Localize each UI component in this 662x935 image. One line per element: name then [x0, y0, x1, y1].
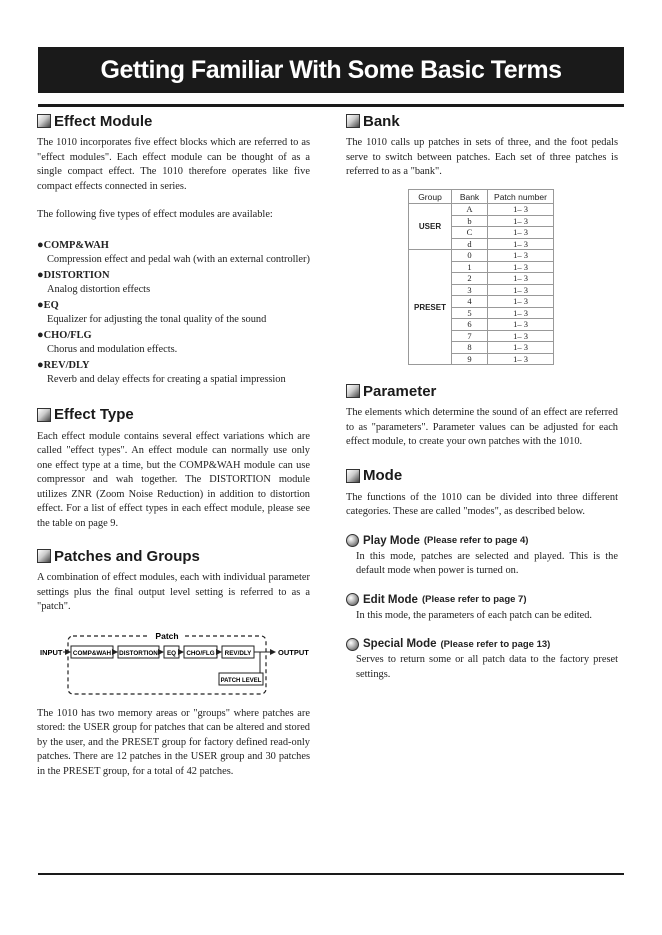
circle-icon	[346, 638, 359, 651]
bullet-icon: ●	[37, 358, 44, 371]
block-label: REV/DLY	[224, 649, 252, 657]
list-item	[37, 358, 310, 374]
item-name: REV/DLY	[43, 359, 90, 371]
item-desc: Equalizer for adjusting the tonal quality of the sound	[47, 314, 267, 325]
bank-cell: 1	[452, 261, 488, 273]
heading-text: Effect Type	[54, 406, 134, 423]
parameter-heading	[346, 380, 618, 402]
bank-cell: 2	[452, 273, 488, 285]
parameter-p1: The elements which determine the sound of an effect are referred to as "parameters". Parameter values can be adjusted for each effect module, to create your own patches with the 1010.	[346, 407, 618, 447]
patch-cell: 1– 3	[488, 307, 554, 319]
bank-cell: 5	[452, 307, 488, 319]
bank-cell: 0	[452, 250, 488, 262]
item-name: COMP&WAH	[43, 239, 109, 251]
block-label: EQ	[166, 649, 177, 657]
patch-cell: 1– 3	[488, 261, 554, 273]
col-header: Bank	[452, 190, 488, 204]
lower-right	[346, 380, 618, 682]
bank-cell: 9	[452, 353, 488, 365]
item-name: DISTORTION	[43, 269, 110, 281]
effect-type-heading	[37, 404, 310, 426]
bank-cell: 3	[452, 284, 488, 296]
bank-cell: 7	[452, 330, 488, 342]
block-label: PATCH LEVEL	[220, 677, 262, 684]
patches-p1: A combination of effect modules, each with individual parameter settings plus the final output level setting is referred to as a "patch".	[37, 572, 310, 612]
section-square-icon	[346, 469, 360, 483]
edit-mode-heading	[346, 591, 618, 609]
list-item	[37, 298, 310, 314]
bank-p1: The 1010 calls up patches in sets of three, and the foot pedals serve to switch between patches. Each set of three patches is referred to as a "bank".	[346, 137, 618, 177]
item-desc: Analog distortion effects	[47, 284, 151, 295]
patch-diagram	[37, 621, 310, 699]
patch-cell: 1– 3	[488, 204, 554, 216]
section-square-icon	[37, 408, 51, 422]
patch-cell: 1– 3	[488, 215, 554, 227]
circle-icon	[346, 593, 359, 606]
bank-cell: d	[452, 238, 488, 250]
patch-cell: 1– 3	[488, 353, 554, 365]
patch-cell: 1– 3	[488, 238, 554, 250]
patch-cell: 1– 3	[488, 319, 554, 331]
bullet-icon: ●	[37, 328, 44, 341]
bank-cell: C	[452, 227, 488, 239]
heading-text: Patches and Groups	[54, 547, 200, 565]
col-header: Patch number	[488, 190, 554, 204]
heading-text: Parameter	[363, 382, 437, 400]
list-item	[37, 268, 310, 284]
group-cell: PRESET	[409, 250, 452, 365]
page-title: Getting Familiar With Some Basic Terms	[38, 47, 624, 93]
patches-heading	[37, 545, 310, 567]
block-label: CHO/FLG	[186, 649, 215, 657]
item-name: EQ	[43, 299, 59, 311]
section-square-icon	[346, 114, 360, 128]
bank-cell: 8	[452, 342, 488, 354]
bank-cell: b	[452, 215, 488, 227]
bullet-icon: ●	[37, 268, 44, 281]
mode-heading	[346, 465, 618, 487]
list-item	[37, 238, 310, 254]
bank-cell: 4	[452, 296, 488, 308]
block-label: DISTORTION	[119, 649, 158, 657]
bank-table	[408, 189, 554, 365]
bank-cell: A	[452, 204, 488, 216]
effect-type-p1: Each effect module contains several effect variations which are called "effect types". An effect module can normally use only one effect type at a time, but the COMP&WAH module can use compressor and wah together. The DISTORTION module utilizes ZNR (Zoom Noise Reduction) in addition to distortion effect. For a list of effect types in each effect module, please see the table on page 9.	[37, 430, 310, 529]
special-mode-desc: Serves to return some or all patch data to the factory preset settings.	[356, 654, 618, 680]
bottom-rule	[38, 873, 624, 875]
section-square-icon	[37, 549, 51, 563]
mode-name: Play Mode	[363, 534, 420, 547]
mode-name: Edit Mode	[363, 593, 418, 606]
effect-module-p1: The 1010 incorporates five effect blocks which are referred to as "effect modules". Each effect module can be thought of as a single compact effect. The 1010 therefore operates like five compact effects connected in series.	[37, 137, 310, 192]
top-rule	[38, 104, 624, 107]
patch-cell: 1– 3	[488, 296, 554, 308]
bullet-icon: ●	[37, 238, 44, 251]
group-cell: USER	[409, 204, 452, 250]
mode-ref: (Please refer to page 7)	[421, 594, 527, 605]
patch-cell: 1– 3	[488, 227, 554, 239]
effect-module-p2: The following five types of effect modules are available:	[37, 209, 273, 220]
effect-module-heading	[37, 110, 310, 132]
item-desc: Reverb and delay effects for creating a spatial impression	[47, 374, 286, 385]
patch-cell: 1– 3	[488, 250, 554, 262]
play-mode-heading	[346, 532, 618, 550]
special-mode-heading	[346, 635, 618, 653]
output-label: OUTPUT	[278, 647, 309, 657]
input-label: INPUT	[40, 647, 63, 657]
mode-ref: (Please refer to page 4)	[423, 535, 529, 546]
section-square-icon	[37, 114, 51, 128]
play-mode-desc: In this mode, patches are selected and played. This is the default mode when power is turned on.	[356, 550, 618, 576]
heading-text: Bank	[363, 112, 400, 130]
circle-icon	[346, 534, 359, 547]
patch-cell: 1– 3	[488, 284, 554, 296]
patch-cell: 1– 3	[488, 342, 554, 354]
mode-ref: (Please refer to page 13)	[440, 638, 551, 650]
list-item	[37, 328, 310, 344]
item-name: CHO/FLG	[43, 329, 92, 341]
patch-cell: 1– 3	[488, 273, 554, 285]
item-desc: Compression effect and pedal wah (with an external controller)	[47, 254, 310, 265]
bank-heading	[346, 110, 618, 132]
mode-name: Special Mode	[363, 638, 437, 650]
patches-p2: The 1010 has two memory areas or "groups" where patches are stored: the USER group for patches that can be altered and stored by the user, and the PRESET group for factory defined read-only patches. There are 12 patches in the USER group and 30 patches in the PRESET group, for a total of 42 patches.	[37, 707, 310, 777]
right-column	[346, 110, 618, 680]
col-header: Group	[409, 190, 452, 204]
section-square-icon	[346, 384, 360, 398]
edit-mode-desc: In this mode, the parameters of each patch can be edited.	[356, 609, 592, 621]
item-desc: Chorus and modulation effects.	[47, 344, 178, 355]
mode-p1: The functions of the 1010 can be divided into three different categories. These are called "modes", as described below.	[346, 491, 618, 517]
patch-cell: 1– 3	[488, 330, 554, 342]
heading-text: Effect Module	[54, 112, 153, 130]
left-column	[37, 110, 310, 779]
heading-text: Mode	[363, 467, 403, 484]
module-list	[37, 238, 310, 388]
block-label: COMP&WAH	[72, 649, 112, 657]
patch-label: Patch	[155, 630, 179, 641]
bullet-icon: ●	[37, 298, 44, 311]
bank-cell: 6	[452, 319, 488, 331]
